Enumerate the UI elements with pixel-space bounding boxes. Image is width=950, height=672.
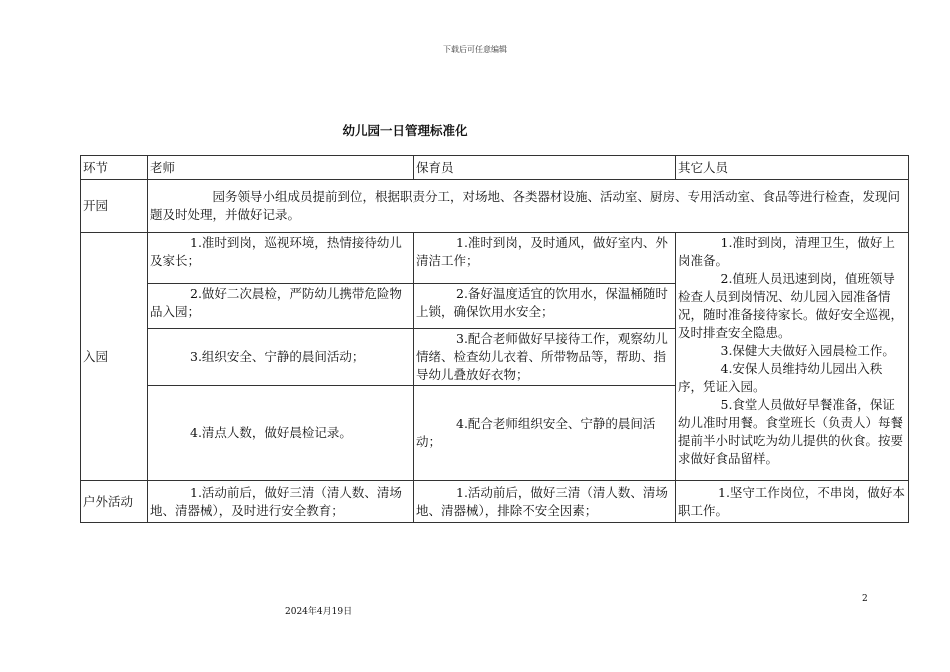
- stage-outdoor: 户外活动: [81, 481, 148, 523]
- header-note: 下载后可任意编辑: [443, 45, 507, 54]
- entry-nurse-2: 2.备好温度适宜的饮用水，保温桶随时上锁，确保饮用水安全；: [414, 284, 676, 329]
- entry-teacher-2: 2.做好二次晨检，严防幼儿携带危险物品入园；: [148, 284, 414, 329]
- table-row-entry-1: [81, 233, 909, 284]
- table-row-open: [81, 180, 909, 233]
- entry-other-staff: [676, 233, 909, 481]
- entry-other-3: 3.保健大夫做好入园晨检工作。: [720, 343, 895, 358]
- entry-other-2: 2.值班人员迅速到岗，值班领导检查人员到岗情况、幼儿园入园准备情况，随时准备接待家长。做好安全巡视，及时排查安全隐患。: [678, 271, 904, 340]
- outdoor-teacher: 1.活动前后，做好三清（清人数、清场地、清器械），及时进行安全教育；: [148, 481, 414, 523]
- table-row-outdoor: [81, 481, 909, 523]
- outdoor-nurse: 1.活动前后，做好三清（清人数、清场地、清器械），排除不安全因素；: [414, 481, 676, 523]
- entry-nurse-3: 3.配合老师做好早接待工作，观察幼儿情绪、检查幼儿衣着、所带物品等，帮助、指导幼儿叠放好衣物；: [414, 329, 676, 386]
- table-header-row: [81, 156, 909, 180]
- entry-other-1: 1.准时到岗，清理卫生，做好上岗准备。: [678, 235, 895, 268]
- stage-entry: 入园: [81, 233, 148, 481]
- page-number: 2: [862, 594, 868, 604]
- entry-nurse-1: 1.准时到岗，及时通风，做好室内、外清洁工作；: [414, 233, 676, 284]
- entry-teacher-1: 1.准时到岗，巡视环境，热情接待幼儿及家长；: [148, 233, 414, 284]
- header-other-staff: 其它人员: [676, 156, 909, 180]
- entry-teacher-3: 3.组织安全、宁静的晨间活动；: [148, 329, 414, 386]
- document-title: 幼儿园一日管理标准化: [342, 123, 468, 138]
- footer-date: 2024年4月19日: [285, 607, 353, 617]
- entry-teacher-4: 4.清点人数，做好晨检记录。: [148, 386, 414, 481]
- management-table: [80, 155, 909, 523]
- header-nurse: 保育员: [414, 156, 676, 180]
- open-description: 园务领导小组成员提前到位，根据职责分工，对场地、各类器材设施、活动室、厨房、专用活动室、食品等进行检查，发现问题及时处理，并做好记录。: [148, 180, 909, 233]
- entry-nurse-4: 4.配合老师组织安全、宁静的晨间活动；: [414, 386, 676, 481]
- entry-other-5: 5.食堂人员做好早餐准备，保证幼儿准时用餐。食堂班长（负责人）每餐提前半小时试吃为幼儿提供的伙食。按要求做好食品留样。: [678, 397, 904, 466]
- stage-open: 开园: [81, 180, 148, 233]
- outdoor-other-staff: 1.坚守工作岗位，不串岗，做好本职工作。: [676, 481, 909, 523]
- entry-other-4: 4.安保人员维持幼儿园出入秩序，凭证入园。: [678, 361, 883, 394]
- header-stage: 环节: [81, 156, 148, 180]
- header-teacher: 老师: [148, 156, 414, 180]
